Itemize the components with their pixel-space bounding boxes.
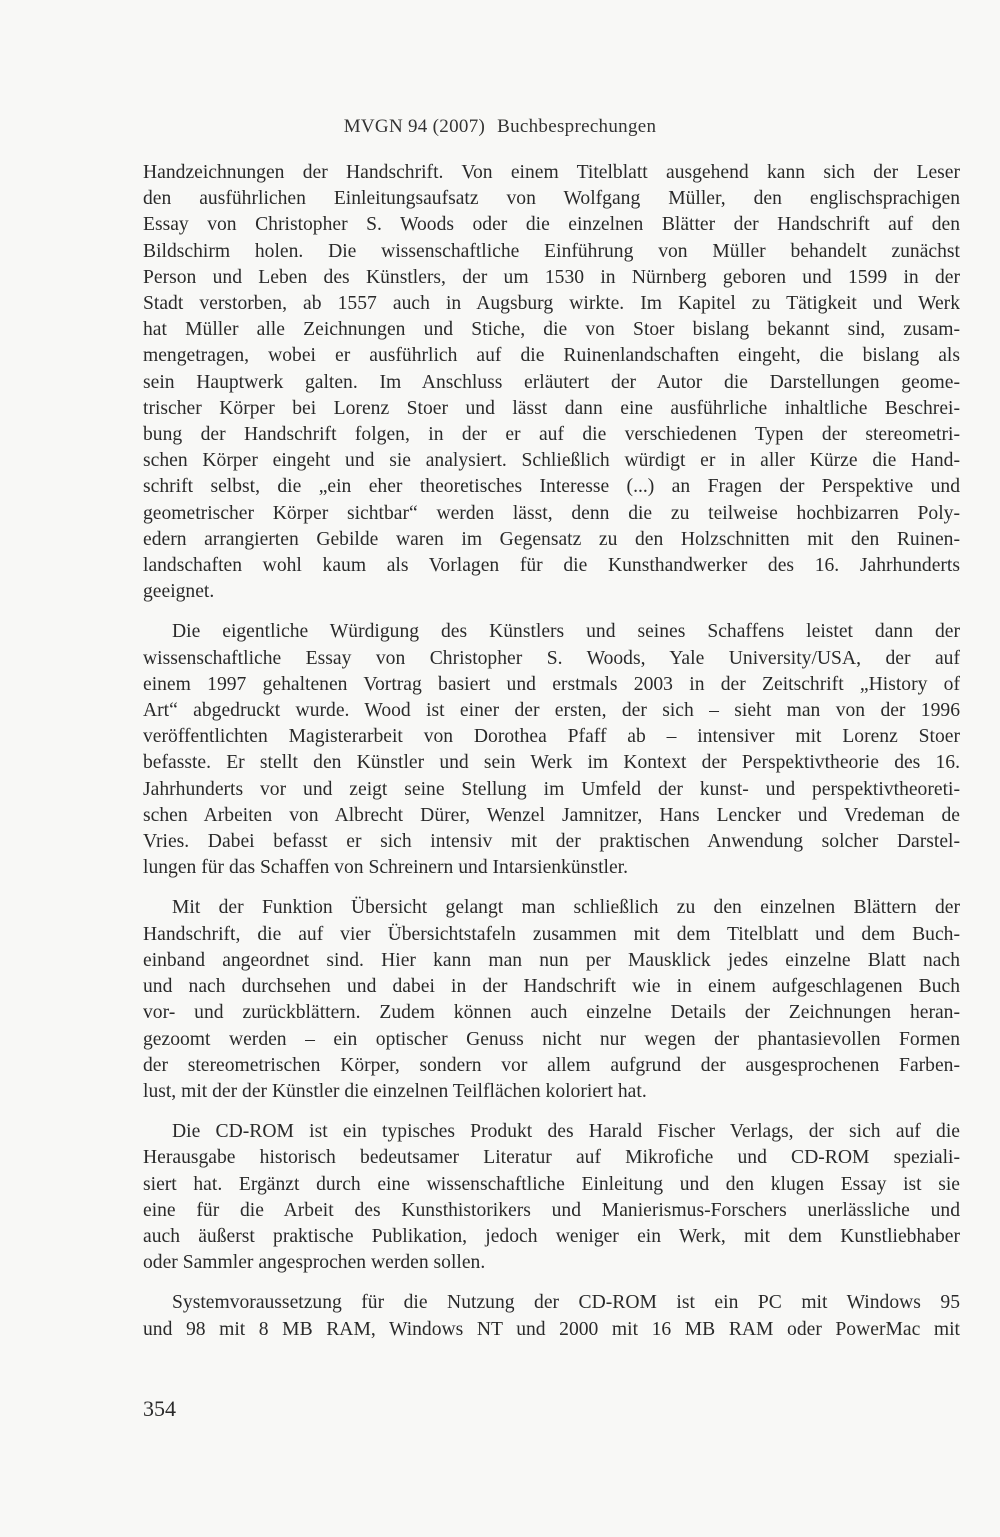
- text-line: gezoomt werden – ein optischer Genuss nicht nur wegen der phantasievollen Formen: [143, 1028, 960, 1050]
- text-line: einband angeordnet sind. Hier kann man nun per Mausklick jedes einzelne Blatt nach: [143, 949, 960, 971]
- text-line: eine für die Arbeit des Kunsthistorikers und Manierismus-Forschers unerlässliche und: [143, 1199, 960, 1221]
- text-line: Systemvoraussetzung für die Nutzung der CD-ROM ist ein PC mit Windows 95: [172, 1292, 960, 1314]
- text-line: Person und Leben des Künstlers, der um 1530 in Nürnberg geboren und 1599 in der: [143, 266, 960, 288]
- text-line: schen Körper eingeht und sie analysiert. Schließlich würdigt er in aller Kürze die Hand-: [143, 450, 960, 472]
- text-line: Art“ abgedruckt wurde. Wood ist einer der ersten, der sich – sieht man von der 1996: [143, 700, 960, 722]
- text-line: Essay von Christopher S. Woods oder die einzelnen Blätter der Handschrift auf den: [143, 214, 960, 236]
- running-head-section: Buchbesprechungen: [497, 116, 657, 137]
- text-line: den ausführlichen Einleitungsaufsatz von Wolfgang Müller, den englischsprachigen: [143, 188, 960, 210]
- text-line: befasste. Er stellt den Künstler und sein Werk im Kontext der Perspektivtheorie des 16.: [143, 752, 960, 774]
- text-line: Die eigentliche Würdigung des Künstlers und seines Schaffens leistet dann der: [172, 621, 960, 643]
- text-line: sein Hauptwerk galten. Im Anschluss erläutert der Autor die Darstellungen geome-: [143, 371, 960, 393]
- text-line: lust, mit der der Künstler die einzelnen Teilflächen koloriert hat.: [143, 1080, 647, 1102]
- text-line: Mit der Funktion Übersicht gelangt man schließlich zu den einzelnen Blättern der: [172, 897, 960, 919]
- text-line: veröffentlichten Magisterarbeit von Dorothea Pfaff ab – intensiver mit Lorenz Stoer: [143, 726, 960, 748]
- page-number: 354: [143, 1396, 176, 1421]
- text-line: Stadt verstorben, ab 1557 auch in Augsburg wirkte. Im Kapitel zu Tätigkeit und Werk: [143, 293, 960, 315]
- text-line: Bildschirm holen. Die wissenschaftliche Einführung von Müller behandelt zunächst: [143, 240, 960, 262]
- text-line: Handzeichnungen der Handschrift. Von einem Titelblatt ausgehend kann sich der Leser: [143, 162, 960, 183]
- text-line: geeignet.: [143, 581, 215, 603]
- text-line: und 98 mit 8 MB RAM, Windows NT und 2000 mit 16 MB RAM oder PowerMac mit: [143, 1318, 960, 1340]
- paragraph: [143, 1290, 960, 1342]
- text-line: trischer Körper bei Lorenz Stoer und lässt dann eine ausführliche inhaltliche Beschrei-: [143, 397, 960, 419]
- text-line: edern arrangierten Gebilde waren im Gegensatz zu den Holzschnitten mit den Ruinen-: [143, 528, 960, 550]
- text-line: landschaften wohl kaum als Vorlagen für die Kunsthandwerker des 16. Jahrhunderts: [143, 555, 960, 577]
- text-line: oder Sammler angesprochen werden sollen.: [143, 1252, 486, 1274]
- text-line: bung der Handschrift folgen, in der er auf die verschiedenen Typen der stereometri-: [143, 424, 960, 446]
- text-line: einem 1997 gehaltenen Vortrag basiert und erstmals 2003 in der Zeitschrift „History of: [143, 673, 960, 695]
- paragraph: [143, 160, 960, 605]
- text-line: auch äußerst praktische Publikation, jedoch weniger ein Werk, mit dem Kunstliebhaber: [143, 1225, 960, 1247]
- paragraph: [143, 619, 960, 881]
- text-line: der stereometrischen Körper, sondern vor allem aufgrund der ausgesprochenen Farben-: [143, 1054, 960, 1076]
- text-line: lungen für das Schaffen von Schreinern und Intarsienkünstler.: [143, 857, 629, 879]
- running-head-journal: MVGN 94 (2007): [343, 116, 486, 137]
- text-line: siert hat. Ergänzt durch eine wissenschaftliche Einleitung und den klugen Essay ist sie: [143, 1173, 960, 1195]
- text-line: und nach durchsehen und dabei in der Handschrift wie in einem aufgeschlagenen Buch: [143, 976, 960, 998]
- text-line: Jahrhunderts vor und zeigt seine Stellung im Umfeld der kunst- und perspektivtheoreti-: [143, 778, 960, 800]
- text-line: mengetragen, wobei er ausführlich auf die Ruinenlandschaften eingeht, die bislang als: [143, 345, 960, 367]
- text-line: Die CD-ROM ist ein typisches Produkt des Harald Fischer Verlags, der sich auf die: [172, 1121, 960, 1143]
- text-line: wissenschaftliche Essay von Christopher S. Woods, Yale University/USA, der auf: [143, 647, 960, 669]
- text-line: Vries. Dabei befasst er sich intensiv mit der praktischen Anwendung solcher Darstel-: [143, 831, 960, 853]
- paragraph: [143, 1119, 960, 1276]
- text-line: Herausgabe historisch bedeutsamer Literatur auf Mikrofiche und CD-ROM speziali-: [143, 1147, 960, 1169]
- text-line: schrift selbst, die „ein eher theoretisches Interesse (...) an Fragen der Perspektive und: [143, 476, 960, 498]
- text-line: schen Arbeiten von Albrecht Dürer, Wenzel Jamnitzer, Hans Lencker und Vredeman de: [143, 804, 960, 826]
- article-body: [143, 160, 960, 1343]
- text-line: vor- und zurückblättern. Zudem können auch einzelne Details der Zeichnungen heran-: [143, 1002, 960, 1024]
- text-line: Handschrift, die auf vier Übersichtstafeln zusammen mit dem Titelblatt und dem Buch-: [143, 923, 960, 945]
- running-head: [0, 116, 1000, 138]
- text-line: geometrischer Körper sichtbar“ werden lässt, denn die zu teilweise hochbizarren Poly-: [143, 502, 960, 524]
- text-line: hat Müller alle Zeichnungen und Stiche, die von Stoer bislang bekannt sind, zusam-: [143, 319, 960, 341]
- paragraph: [143, 895, 960, 1105]
